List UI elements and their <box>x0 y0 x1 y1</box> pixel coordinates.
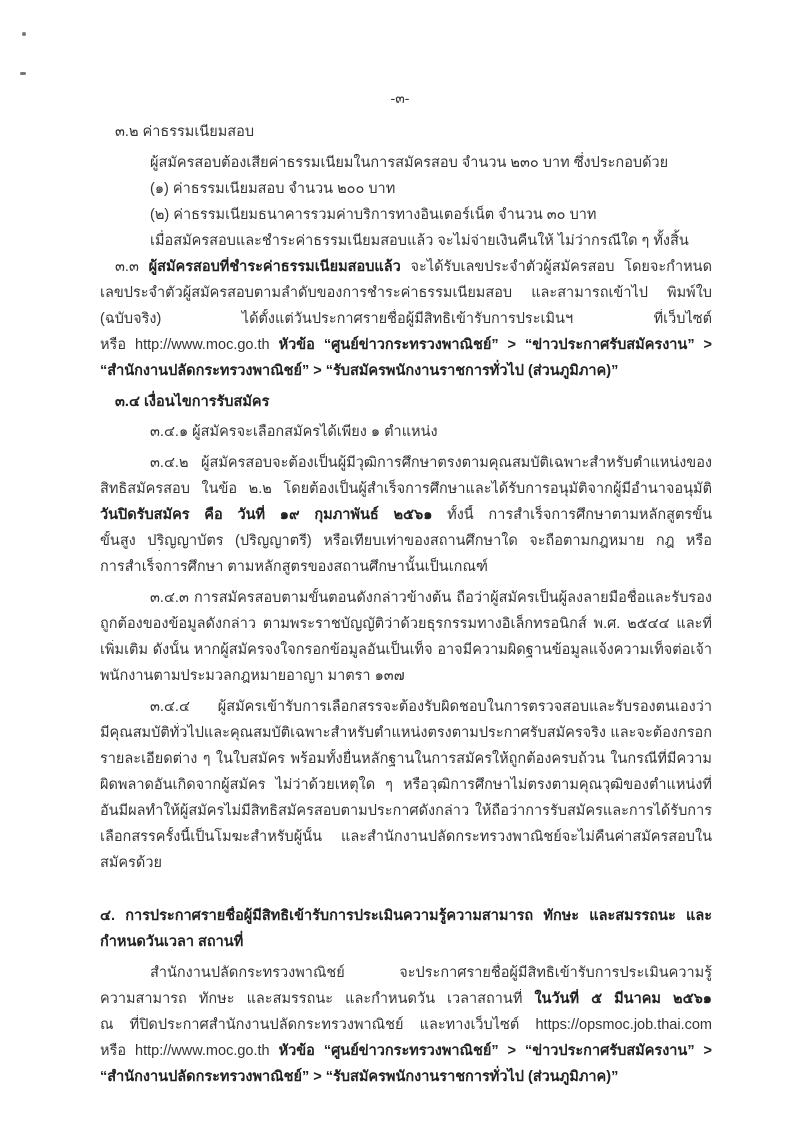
text-line <box>100 505 712 525</box>
text-segment: เพิ่มเติม ดังนั้น หากผู้สมัครจงใจกรอกข้อมูลอันเป็นเท็จ อาจมีความผิดฐานข้อมูลแจ้งความเท็จต่อเจ้า <box>100 642 712 658</box>
text-segment: เลขประจำตัวผู้สมัครสอบตามลำดับของการชำระค่าธรรมเนียมสอบ และสามารถเข้าไป พิมพ์ใบ <box>100 285 712 301</box>
text-line <box>150 205 596 225</box>
text-segment: สำนักงานปลัดกระทรวงพาณิชย์ จะประกาศรายชื่อผู้มีสิทธิเข้ารับการประเมินความรู้ <box>150 965 712 981</box>
text-segment: ผิดพลาดอันเกิดจากผู้สมัคร ไม่ว่าด้วยเหตุใด ๆ หรือวุฒิการศึกษาไม่ตรงตามคุณวุฒิของตำแหน่งที่ <box>100 777 712 793</box>
bold-text: “สำนักงานปลัดกระทรวงพาณิชย์” > “รับสมัครพนักงานราชการทั่วไป (ส่วนภูมิภาค)” <box>100 363 619 379</box>
text-segment: สมัครด้วย <box>100 855 162 871</box>
text-line <box>150 179 395 199</box>
text-segment: ถูกต้องของข้อมูลดังกล่าว ตามพระราชบัญญัติว่าด้วยธุรกรรมทางอิเล็กทรอนิกส์ พ.ศ. ๒๕๔๔ และที่ <box>100 616 712 632</box>
text-segment: รายละเอียดต่าง ๆ ในใบสมัคร พร้อมทั้งยื่นหลักฐานในการสมัครให้ถูกต้องครบถ้วน ในกรณีที่มีความ <box>100 751 712 767</box>
text-line <box>150 422 438 442</box>
text-line <box>100 749 712 769</box>
bold-text: หัวข้อ “ศูนย์ข่าวกระทรวงพาณิชย์” > “ข่าวประกาศรับสมัครงาน” > <box>278 1043 712 1059</box>
text-line <box>115 122 254 142</box>
text-line <box>100 1067 618 1087</box>
text-line <box>100 640 712 660</box>
text-segment: หรือ http://www.moc.go.th <box>100 1043 279 1059</box>
bold-text: “สำนักงานปลัดกระทรวงพาณิชย์” > “รับสมัครพนักงานราชการทั่วไป (ส่วนภูมิภาค)” <box>100 1069 619 1085</box>
text-line <box>150 153 668 173</box>
text-line <box>100 614 712 634</box>
text-segment: มีคุณสมบัติทั่วไปและคุณสมบัติเฉพาะสำหรับตำแหน่งตรงตามประกาศรับสมัครจริง และจะต้องกรอก <box>100 725 712 741</box>
text-segment: (ฉบับจริง) ได้ตั้งแต่วันประกาศรายชื่อผู้มีสิทธิเข้ารับการประเมินฯ ที่เว็บไซต์ <box>100 311 712 327</box>
text-line <box>150 453 712 473</box>
text-segment: ความสามารถ ทักษะ และสมรรถนะ และกำหนดวัน เวลาสถานที่ <box>100 991 535 1007</box>
text-segment: ณ ที่ปิดประกาศสำนักงานปลัดกระทรวงพาณิชย์ และทางเว็บไซต์ https://opsmoc.job.thai.com <box>100 1017 712 1033</box>
text-segment: ขั้นสูง ปริญญาบัตร (ปริญญาตรี) หรือเทียบเท่าของสถานศึกษาใด จะถือตามกฎหมาย กฎ หรือ <box>100 533 712 549</box>
text-line <box>150 231 689 251</box>
text-line <box>150 697 712 717</box>
text-segment: เลือกสรรครั้งนี้เป็นโมฆะสำหรับผู้นั้น และสำนักงานปลัดกระทรวงพาณิชย์จะไม่คืนค่าสมัครสอบใน <box>100 829 712 845</box>
text-line <box>100 932 243 952</box>
bold-text: วันปิดรับสมัคร คือ วันที่ ๑๙ กุมภาพันธ์ ๒๕๖๑ <box>100 507 433 523</box>
text-segment: ๓.๔.๒ ผู้สมัครสอบจะต้องเป็นผู้มีวุฒิการศึกษาตรงตามคุณสมบัติเฉพาะสำหรับตำแหน่งของ <box>150 455 712 471</box>
text-segment: ๓.๔.๓ การสมัครสอบตามขั้นตอนดังกล่าวข้างต้น ถือว่าผู้สมัครเป็นผู้ลงลายมือชื่อและรับรอง <box>150 590 712 606</box>
text-segment: ทั้งนี้ การสำเร็จการศึกษาตามหลักสูตรขั้น <box>447 507 712 523</box>
text-segment: ๓.๓ <box>115 259 149 275</box>
scan-speck <box>22 32 26 36</box>
text-line <box>100 531 712 551</box>
bold-text: ๓.๔ เงื่อนไขการรับสมัคร <box>115 394 270 410</box>
text-line <box>100 906 712 926</box>
text-line <box>100 801 712 821</box>
text-line <box>100 666 405 686</box>
text-line <box>115 257 712 277</box>
text-line <box>115 392 269 412</box>
text-segment: ผู้สมัครสอบต้องเสียค่าธรรมเนียมในการสมัครสอบ จำนวน ๒๓๐ บาท ซึ่งประกอบด้วย <box>150 155 669 171</box>
text-line <box>100 853 162 873</box>
text-line <box>100 1041 712 1061</box>
bold-text: ในวันที่ ๕ มีนาคม ๒๕๖๑ <box>534 991 712 1007</box>
text-segment: การสำเร็จการศึกษา ตามหลักสูตรของสถานศึกษานั้นเป็นเกณฑ์ <box>100 559 488 575</box>
bold-text: กำหนดวันเวลา สถานที่ <box>100 934 244 950</box>
text-segment: เมื่อสมัครสอบและชำระค่าธรรมเนียมสอบแล้ว จะไม่จ่ายเงินคืนให้ ไม่ว่ากรณีใด ๆ ทั้งสิ้น <box>150 233 689 249</box>
bold-text: หัวข้อ “ศูนย์ข่าวกระทรวงพาณิชย์” > “ข่าวประกาศรับสมัครงาน” > <box>278 337 712 353</box>
scan-speck <box>20 72 26 75</box>
text-segment: (๒) ค่าธรรมเนียมธนาคารรวมค่าบริการทางอินเตอร์เน็ต จำนวน ๓๐ บาท <box>150 207 597 223</box>
text-line <box>100 309 712 329</box>
bold-text: ผู้สมัครสอบที่ชำระค่าธรรมเนียมสอบแล้ว <box>148 259 401 275</box>
text-line <box>100 989 712 1009</box>
text-line <box>100 335 712 355</box>
text-line <box>100 283 712 303</box>
bold-text: ๔. การประกาศรายชื่อผู้มีสิทธิเข้ารับการประเมินความรู้ความสามารถ ทักษะ และสมรรถนะ และ <box>100 908 712 924</box>
text-segment: จะได้รับเลขประจำตัวผู้สมัครสอบ โดยจะกำหนด <box>400 259 712 275</box>
text-segment: อันมีผลทำให้ผู้สมัครไม่มีสิทธิสมัครสอบตามประกาศดังกล่าว ให้ถือว่าการรับสมัครและการได้รับการ <box>100 803 712 819</box>
page-number: -๓- <box>390 90 410 106</box>
text-line <box>100 775 712 795</box>
text-segment: (๑) ค่าธรรมเนียมสอบ จำนวน ๒๐๐ บาท <box>150 181 396 197</box>
text-segment: สิทธิสมัครสอบ ในข้อ ๒.๒ โดยต้องเป็นผู้สำเร็จการศึกษาและได้รับการอนุมัติจากผู้มีอำนาจอนุมัติ <box>100 481 712 497</box>
text-segment: ๓.๔.๑ ผู้สมัครจะเลือกสมัครได้เพียง ๑ ตำแหน่ง <box>150 424 438 440</box>
text-segment: หรือ http://www.moc.go.th <box>100 337 279 353</box>
text-line <box>100 723 712 743</box>
text-line <box>100 827 712 847</box>
text-line <box>100 361 618 381</box>
text-line <box>100 557 488 577</box>
text-line <box>150 963 712 983</box>
text-line <box>150 588 712 608</box>
text-line <box>100 479 712 499</box>
text-line <box>100 1015 712 1035</box>
text-segment: ๓.๒ ค่าธรรมเนียมสอบ <box>115 124 255 140</box>
text-segment: ๓.๔.๔ ผู้สมัครเข้ารับการเลือกสรรจะต้องรับผิดชอบในการตรวจสอบและรับรองตนเองว่า <box>150 699 712 715</box>
text-segment: พนักงานตามประมวลกฎหมายอาญา มาตรา ๑๓๗ <box>100 668 405 684</box>
